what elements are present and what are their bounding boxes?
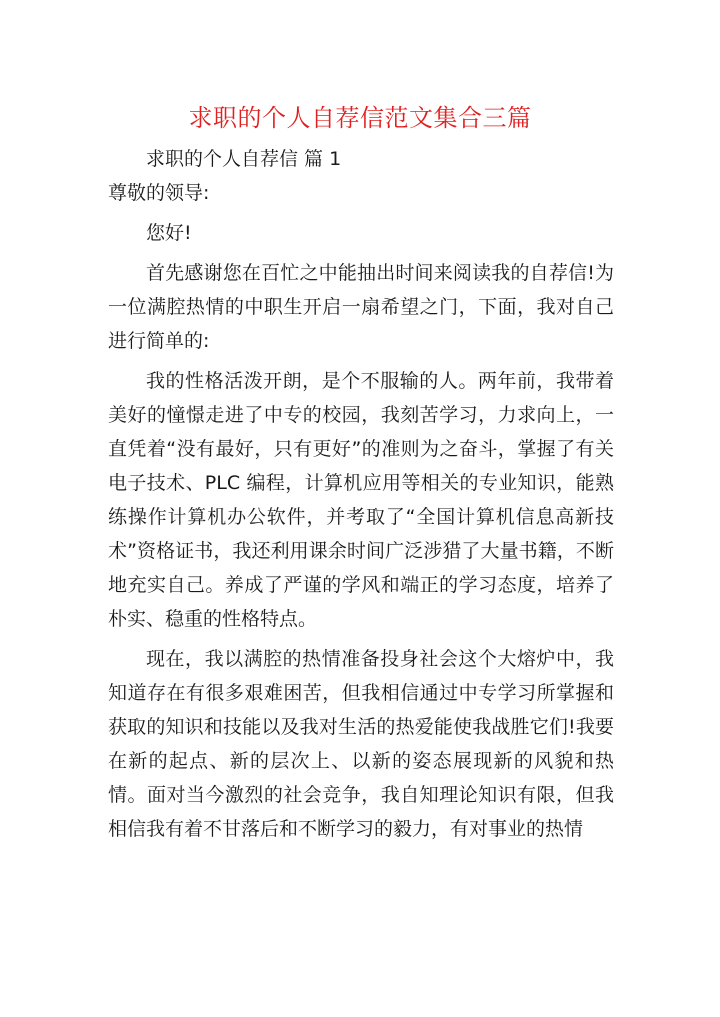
document-body [108, 142, 614, 846]
greeting: 您好! [146, 222, 192, 244]
paragraph-2: 我的性格活泼开朗，是个不服输的人。两年前，我带着美好的憧憬走进了中专的校园，我刻苦学习，力求向上，一直凭着“没有最好，只有更好”的准则为之奋斗，掌握了有关电子技术、PLC 编程，计算机应用等相关的专业知识，能熟练操作计算机办公软件，并考取了“全国计算机信息高新技术”资格证书，我还利用课余时间广泛涉猎了大量书籍，不断地充实自己。养成了严谨的学风和端正的学习态度，培养了朴实、稳重的性格特点。 [108, 370, 614, 630]
paragraph-3: 现在，我以满腔的热情准备投身社会这个大熔炉中，我知道存在有很多艰难困苦，但我相信通过中专学习所掌握和获取的知识和技能以及我对生活的热爱能使我战胜它们!我要在新的起点、新的层次上、以新的姿态展现新的风貌和热情。面对当今激烈的社会竞争，我自知理论知识有限，但我相信我有着不甘落后和不断学习的毅力，有对事业的热情 [108, 648, 614, 840]
paragraph-1: 首先感谢您在百忙之中能抽出时间来阅读我的自荐信!为一位满腔热情的中职生开启一扇希望之门，下面，我对自己进行简单的: [108, 262, 614, 352]
salutation: 尊敬的领导: [108, 182, 210, 204]
section-heading: 求职的个人自荐信 篇 1 [146, 148, 342, 170]
document-title: 求职的个人自荐信范文集合三篇 [188, 104, 532, 132]
